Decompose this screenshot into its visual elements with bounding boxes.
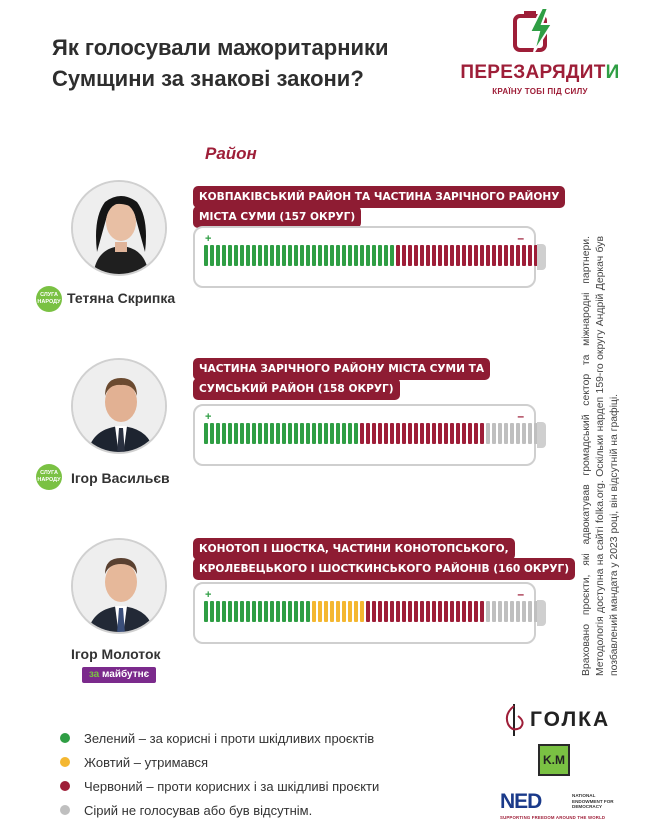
perezaryadyty-logo — [452, 6, 628, 98]
vote-bar-green — [348, 245, 352, 266]
candidate-2-district-line-1: ЧАСТИНА ЗАРІЧНОГО РАЙОНУ МІСТА СУМИ ТА — [193, 358, 490, 380]
minus-icon: – — [517, 409, 524, 423]
legend-item-yellow — [60, 750, 379, 774]
vote-bar-green — [312, 423, 316, 444]
plus-icon: + — [205, 589, 212, 601]
vote-bar-red — [450, 423, 454, 444]
vote-bar-green — [258, 601, 262, 622]
vote-bar-red — [522, 245, 526, 266]
vote-bar-red — [390, 423, 394, 444]
vote-bar-red — [468, 245, 472, 266]
vote-bar-gray — [504, 423, 508, 444]
vote-bar-green — [288, 423, 292, 444]
vote-bar-red — [480, 245, 484, 266]
vote-bar-yellow — [354, 601, 358, 622]
battery-cap — [537, 600, 546, 626]
vote-bar-green — [246, 601, 250, 622]
vote-bar-red — [390, 601, 394, 622]
vote-bar-gray — [516, 423, 520, 444]
vote-bar-green — [246, 423, 250, 444]
legend-item-red — [60, 774, 379, 798]
vote-bar-green — [210, 601, 214, 622]
vote-bar-red — [372, 601, 376, 622]
vote-bar-red — [366, 423, 370, 444]
candidate-1-party-badge — [36, 286, 62, 312]
vote-bar-gray — [510, 601, 514, 622]
vote-bar-red — [468, 601, 472, 622]
vote-bar-red — [480, 423, 484, 444]
vote-bar-green — [300, 245, 304, 266]
candidate-1-name: Тетяна Скрипка — [67, 290, 176, 306]
legend-text: Червоний – проти корисних і за шкідливі проєкти — [84, 778, 380, 794]
vote-bar-green — [264, 423, 268, 444]
vote-bar-green — [360, 245, 364, 266]
vote-bar-yellow — [318, 601, 322, 622]
vote-bar-green — [300, 601, 304, 622]
vote-bar-green — [282, 601, 286, 622]
vote-bar-green — [372, 245, 376, 266]
vote-bar-green — [264, 601, 268, 622]
vote-bar-yellow — [336, 601, 340, 622]
vote-bar-green — [270, 245, 274, 266]
vote-bar-red — [438, 245, 442, 266]
needle-icon — [500, 702, 528, 738]
vote-bar-green — [216, 423, 220, 444]
vote-bar-green — [324, 423, 328, 444]
battery-cap — [537, 244, 546, 270]
vote-bar-green — [276, 423, 280, 444]
candidate-1-vote-battery — [193, 226, 536, 288]
vote-bar-gray — [522, 601, 526, 622]
candidate-3-name: Ігор Молоток — [71, 646, 161, 662]
vote-bar-green — [282, 245, 286, 266]
golka-text: ГОЛКА — [530, 708, 611, 731]
vote-bar-green — [330, 423, 334, 444]
vote-bar-green — [264, 245, 268, 266]
vote-bars — [204, 423, 538, 444]
candidate-3-district-line-1: КОНОТОП І ШОСТКА, ЧАСТИНИ КОНОТОПСЬКОГО, — [193, 538, 515, 560]
vote-bar-gray — [504, 601, 508, 622]
vote-bar-red — [456, 423, 460, 444]
person-portrait-icon — [73, 540, 167, 634]
logo-name-green: И — [605, 62, 620, 83]
vote-bar-green — [216, 245, 220, 266]
title-line-1: Як голосували мажоритарники — [52, 35, 389, 60]
person-portrait-icon — [73, 360, 167, 454]
battery-bolt-icon — [512, 6, 558, 54]
vote-bar-yellow — [348, 601, 352, 622]
vote-bar-green — [336, 245, 340, 266]
vote-bar-red — [528, 245, 532, 266]
vote-bar-red — [468, 423, 472, 444]
vote-bar-green — [342, 245, 346, 266]
vote-bar-gray — [492, 601, 496, 622]
vote-bar-green — [270, 601, 274, 622]
ned-logo — [500, 790, 620, 824]
vote-bar-green — [342, 423, 346, 444]
vote-bar-gray — [498, 423, 502, 444]
vote-bar-green — [288, 601, 292, 622]
party-line-1: СЛУГА — [40, 470, 58, 476]
vote-bar-red — [450, 601, 454, 622]
logo-name — [452, 62, 628, 84]
vote-bar-red — [414, 601, 418, 622]
vote-bar-green — [252, 423, 256, 444]
candidate-3-portrait — [71, 538, 167, 634]
vote-bar-green — [288, 245, 292, 266]
vote-bar-red — [444, 245, 448, 266]
vote-bar-red — [474, 423, 478, 444]
vote-bar-red — [402, 245, 406, 266]
vote-bar-green — [294, 601, 298, 622]
vote-bar-green — [354, 423, 358, 444]
vote-bar-red — [456, 601, 460, 622]
yellow-dot-icon — [60, 757, 70, 767]
vote-bar-red — [438, 423, 442, 444]
vote-bar-red — [474, 601, 478, 622]
vote-bar-green — [216, 601, 220, 622]
candidate-2-portrait — [71, 358, 167, 454]
person-portrait-icon — [73, 182, 167, 276]
vote-bar-green — [210, 245, 214, 266]
vote-bar-red — [498, 245, 502, 266]
logo-name-red: ПЕРЕЗАРЯДИТ — [460, 62, 606, 83]
vote-bar-yellow — [312, 601, 316, 622]
vote-bar-red — [378, 601, 382, 622]
vote-bar-green — [270, 423, 274, 444]
vote-bar-green — [306, 423, 310, 444]
legend-item-green — [60, 726, 379, 750]
vote-bar-red — [420, 423, 424, 444]
vote-bar-red — [372, 423, 376, 444]
vote-bar-red — [408, 423, 412, 444]
candidate-3-district-line-2: КРОЛЕВЕЦЬКОГО І ШОСТКИНСЬКОГО РАЙОНІВ (160 ОКРУГ) — [193, 558, 575, 580]
vote-bar-yellow — [342, 601, 346, 622]
vote-bar-green — [294, 423, 298, 444]
vote-bar-red — [408, 601, 412, 622]
vote-bar-green — [330, 245, 334, 266]
vote-bar-green — [222, 423, 226, 444]
vote-bar-red — [402, 423, 406, 444]
candidate-2-vote-battery — [193, 404, 536, 466]
vote-bar-red — [456, 245, 460, 266]
vote-bar-gray — [492, 423, 496, 444]
vote-bar-red — [366, 601, 370, 622]
vote-bar-green — [366, 245, 370, 266]
vote-bar-green — [234, 601, 238, 622]
vote-bar-green — [312, 245, 316, 266]
vote-bar-green — [228, 601, 232, 622]
vote-bar-green — [252, 601, 256, 622]
vote-bar-green — [222, 245, 226, 266]
vote-bar-green — [306, 601, 310, 622]
vote-bar-green — [318, 245, 322, 266]
vote-bars — [204, 245, 538, 266]
party-line-2: НАРОДУ — [37, 299, 61, 305]
vote-bar-red — [402, 601, 406, 622]
vote-bar-green — [300, 423, 304, 444]
party-line-2: НАРОДУ — [37, 477, 61, 483]
vote-bar-red — [426, 601, 430, 622]
legend-item-gray — [60, 798, 379, 822]
vote-bar-red — [450, 245, 454, 266]
vote-bar-yellow — [330, 601, 334, 622]
vote-bar-red — [444, 601, 448, 622]
vote-bar-green — [336, 423, 340, 444]
vote-bar-red — [444, 423, 448, 444]
vote-bar-green — [222, 601, 226, 622]
vote-bar-green — [240, 601, 244, 622]
vote-bar-green — [258, 245, 262, 266]
vote-bar-green — [246, 245, 250, 266]
vote-bar-red — [396, 423, 400, 444]
vote-bar-red — [378, 423, 382, 444]
ned-full-name: NATIONAL ENDOWMENT FOR DEMOCRACY — [572, 793, 614, 810]
candidate-2-party-badge — [36, 464, 62, 490]
vote-bar-gray — [486, 423, 490, 444]
vote-bar-green — [204, 601, 208, 622]
vote-bar-red — [384, 601, 388, 622]
vote-bar-gray — [486, 601, 490, 622]
title-line-2: Сумщини за знакові закони? — [52, 66, 364, 91]
plus-icon: + — [205, 233, 212, 245]
party-line-1: СЛУГА — [40, 292, 58, 298]
candidate-1-portrait — [71, 180, 167, 276]
vote-bar-yellow — [360, 601, 364, 622]
vote-bar-red — [414, 245, 418, 266]
vote-bar-red — [420, 245, 424, 266]
vote-bar-red — [462, 601, 466, 622]
party-za: за — [88, 669, 100, 680]
legend-text: Жовтий – утримався — [84, 754, 209, 770]
vote-bar-gray — [510, 423, 514, 444]
vote-bar-red — [432, 601, 436, 622]
vote-bar-gray — [516, 601, 520, 622]
vote-bar-green — [234, 245, 238, 266]
vote-bar-green — [282, 423, 286, 444]
vote-bar-red — [492, 245, 496, 266]
candidate-2-district-line-2: СУМСЬКИЙ РАЙОН (158 ОКРУГ) — [193, 378, 400, 400]
vote-bar-gray — [528, 601, 532, 622]
legend-text: Сірий не голосував або був відсутнім. — [84, 802, 313, 818]
vote-bar-red — [432, 423, 436, 444]
vote-bar-red — [480, 601, 484, 622]
minus-icon: – — [517, 231, 524, 245]
vote-bar-red — [396, 601, 400, 622]
legend-text: Зелений – за корисні і проти шкідливих проєктів — [84, 730, 375, 746]
vote-bar-green — [384, 245, 388, 266]
vote-bar-green — [348, 423, 352, 444]
vote-bar-red — [504, 245, 508, 266]
section-heading: Район — [205, 144, 257, 163]
vote-bar-gray — [528, 423, 532, 444]
vote-bar-green — [306, 245, 310, 266]
vote-bar-red — [420, 601, 424, 622]
vote-bar-red — [510, 245, 514, 266]
minus-icon: – — [517, 587, 524, 601]
vote-bar-green — [378, 245, 382, 266]
vote-bar-red — [408, 245, 412, 266]
vote-bar-green — [294, 245, 298, 266]
vote-bar-green — [324, 245, 328, 266]
vote-bar-green — [240, 245, 244, 266]
vote-bar-green — [276, 245, 280, 266]
ned-tagline: SUPPORTING FREEDOM AROUND THE WORLD — [500, 815, 606, 820]
page-title — [52, 32, 412, 94]
vote-bar-green — [354, 245, 358, 266]
red-dot-icon — [60, 781, 70, 791]
vote-bar-green — [204, 423, 208, 444]
vote-bar-red — [438, 601, 442, 622]
ned-text: NED — [500, 790, 542, 813]
candidate-2-name: Ігор Васильєв — [71, 470, 170, 486]
candidate-1-district-line-2: МІСТА СУМИ (157 ОКРУГ) — [193, 206, 361, 228]
methodology-note: Враховано проєкти, які адвокатував громадський сектор та міжнародні партнери. Методологія доступна на сайті folka.org. Оскільки нардеп 159-го округу Андрій Деркач був позбавлений мандата у 2023 році, він відсутній на графіці. — [581, 236, 621, 676]
vote-bar-red — [426, 423, 430, 444]
km-logo: K.M — [538, 744, 570, 776]
vote-bar-green — [210, 423, 214, 444]
vote-bar-red — [396, 245, 400, 266]
color-legend — [60, 726, 379, 822]
vote-bar-red — [384, 423, 388, 444]
candidate-3-party-badge — [82, 667, 156, 683]
candidate-1-district-line-1: КОВПАКІВСЬКИЙ РАЙОН ТА ЧАСТИНА ЗАРІЧНОГО РАЙОНУ — [193, 186, 565, 208]
golka-logo — [500, 702, 610, 738]
vote-bars — [204, 601, 538, 622]
vote-bar-green — [240, 423, 244, 444]
vote-bar-green — [276, 601, 280, 622]
vote-bar-red — [462, 423, 466, 444]
vote-bar-green — [228, 245, 232, 266]
battery-cap — [537, 422, 546, 448]
vote-bar-red — [516, 245, 520, 266]
candidate-3-vote-battery — [193, 582, 536, 644]
vote-bar-red — [462, 245, 466, 266]
logo-tagline: КРАЇНУ ТОБІ ПІД СИЛУ — [492, 87, 588, 96]
vote-bar-green — [252, 245, 256, 266]
vote-bar-green — [390, 245, 394, 266]
plus-icon: + — [205, 411, 212, 423]
vote-bar-green — [258, 423, 262, 444]
vote-bar-red — [486, 245, 490, 266]
vote-bar-red — [432, 245, 436, 266]
vote-bar-red — [360, 423, 364, 444]
vote-bar-green — [228, 423, 232, 444]
vote-bar-red — [426, 245, 430, 266]
vote-bar-yellow — [324, 601, 328, 622]
vote-bar-green — [318, 423, 322, 444]
vote-bar-red — [474, 245, 478, 266]
vote-bar-green — [204, 245, 208, 266]
vote-bar-green — [234, 423, 238, 444]
vote-bar-gray — [522, 423, 526, 444]
vote-bar-red — [414, 423, 418, 444]
vote-bar-gray — [498, 601, 502, 622]
green-dot-icon — [60, 733, 70, 743]
party-main: майбутнє — [102, 669, 150, 680]
gray-dot-icon — [60, 805, 70, 815]
